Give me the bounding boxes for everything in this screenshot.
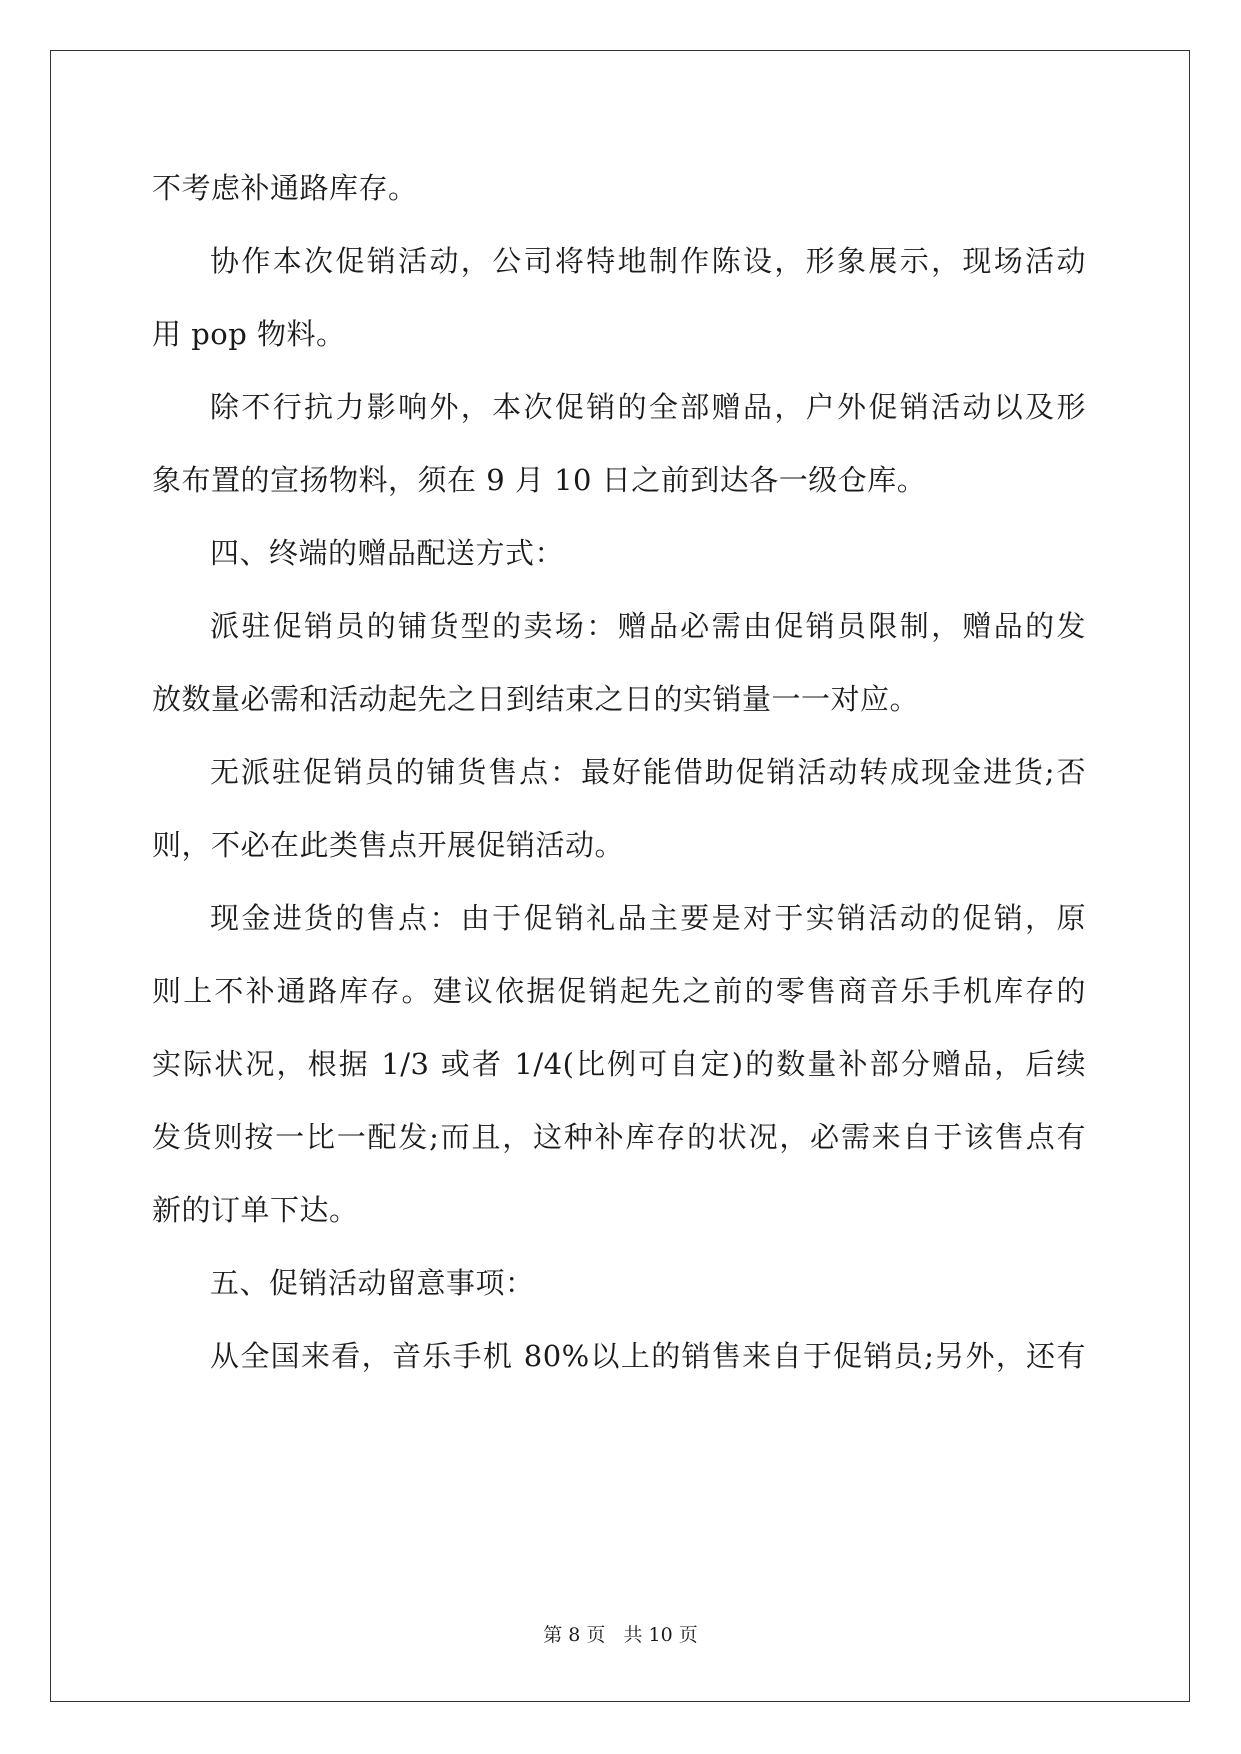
text-line: 从全国来看，音乐手机 80%以上的销售来自于促销员;另外，还有 bbox=[210, 1339, 1086, 1373]
section-heading: 五、促销活动留意事项： bbox=[210, 1266, 535, 1300]
text-line: 则上不补通路库存。建议依据促销起先之前的零售商音乐手机库存的 bbox=[152, 974, 1086, 1008]
page-border bbox=[50, 50, 1190, 1702]
text-line: 现金进货的售点：由于促销礼品主要是对于实销活动的促销，原 bbox=[210, 901, 1086, 935]
text-line: 派驻促销员的铺货型的卖场：赠品必需由促销员限制，赠品的发 bbox=[210, 609, 1086, 643]
text-line: 不考虑补通路库存。 bbox=[152, 171, 418, 205]
text-line: 协作本次促销活动，公司将特地制作陈设，形象展示，现场活动 bbox=[210, 244, 1086, 278]
text-line: 新的订单下达。 bbox=[152, 1193, 359, 1227]
page-footer: 第 8 页 共 10 页 bbox=[543, 1624, 698, 1646]
text-line: 发货则按一比一配发;而且，这种补库存的状况，必需来自于该售点有 bbox=[152, 1120, 1086, 1154]
text-line: 象布置的宣扬物料，须在 9 月 10 日之前到达各一级仓库。 bbox=[152, 463, 927, 497]
text-line: 实际状况，根据 1/3 或者 1/4(比例可自定)的数量补部分赠品，后续 bbox=[152, 1047, 1086, 1081]
section-heading: 四、终端的赠品配送方式： bbox=[210, 536, 565, 570]
text-line: 则，不必在此类售点开展促销活动。 bbox=[152, 828, 625, 862]
text-line: 无派驻促销员的铺货售点：最好能借助促销活动转成现金进货;否 bbox=[210, 755, 1086, 789]
text-line: 用 pop 物料。 bbox=[152, 317, 346, 351]
text-line: 放数量必需和活动起先之日到结束之日的实销量一一对应。 bbox=[152, 682, 920, 716]
text-line: 除不行抗力影响外，本次促销的全部赠品，户外促销活动以及形 bbox=[210, 390, 1086, 424]
